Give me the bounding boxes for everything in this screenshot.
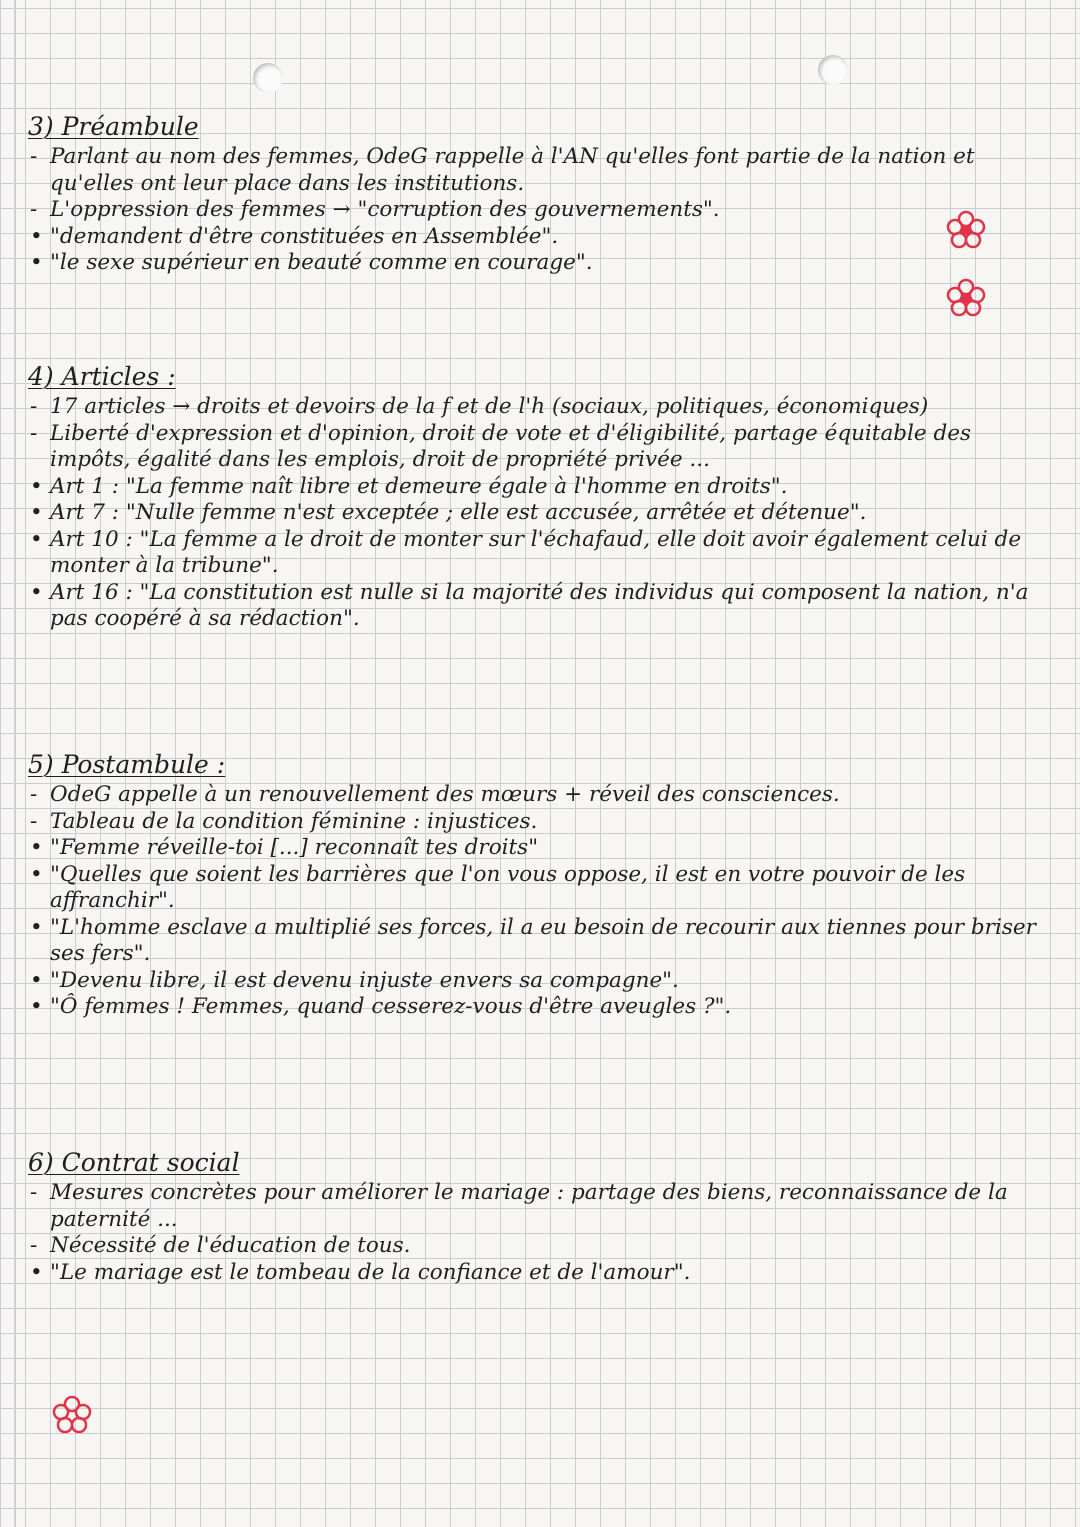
heading-postambule: 5) Postambule :	[28, 750, 226, 779]
flower-icon	[946, 278, 986, 318]
flower-icon	[946, 210, 986, 250]
heading-articles: 4) Articles :	[28, 362, 176, 391]
postambule-line: • "Devenu libre, il est devenu injuste envers sa compagne".	[28, 968, 1054, 995]
section-preambule	[28, 112, 1054, 277]
articles-line: - 17 articles → droits et devoirs de la f et de l'h (sociaux, politiques, économiques)	[28, 394, 1054, 421]
preambule-line: • "le sexe supérieur en beauté comme en courage".	[28, 250, 1054, 277]
postambule-line: • "L'homme esclave a multiplié ses forces, il a eu besoin de recourir aux tiennes pour briser ses fers".	[28, 915, 1054, 968]
articles-line: • Art 16 : "La constitution est nulle si la majorité des individus qui composent la nation, n'a pas coopéré à sa rédaction".	[28, 580, 1054, 633]
heading-contrat-social: 6) Contrat social	[28, 1148, 240, 1177]
heading-preambule: 3) Préambule	[28, 112, 199, 141]
postambule-line: • "Femme réveille-toi [...] reconnaît tes droits"	[28, 835, 1054, 862]
postambule-line: • "Quelles que soient les barrières que l'on vous oppose, il est en votre pouvoir de les affranchir".	[28, 862, 1054, 915]
section-postambule	[28, 750, 1054, 1021]
articles-line: • Art 1 : "La femme naît libre et demeure égale à l'homme en droits".	[28, 474, 1054, 501]
contrat-line: - Nécessité de l'éducation de tous.	[28, 1233, 1054, 1260]
articles-line: • Art 10 : "La femme a le droit de monter sur l'échafaud, elle doit avoir également celui de monter à la tribune".	[28, 527, 1054, 580]
margin-line	[14, 0, 16, 1527]
flower-icon	[52, 1395, 92, 1435]
articles-line: • Art 7 : "Nulle femme n'est exceptée ; elle est accusée, arrêtée et détenue".	[28, 500, 1054, 527]
preambule-line: • "demandent d'être constituées en Assemblée".	[28, 224, 1054, 251]
preambule-line: - Parlant au nom des femmes, OdeG rappelle à l'AN qu'elles font partie de la nation et qu'elles ont leur place dans les institutions.	[28, 144, 1054, 197]
contrat-line: • "Le mariage est le tombeau de la confiance et de l'amour".	[28, 1260, 1054, 1287]
punch-hole-right	[818, 55, 848, 85]
postambule-line: - Tableau de la condition féminine : injustices.	[28, 809, 1054, 836]
punch-hole-left	[253, 63, 283, 93]
postambule-line: - OdeG appelle à un renouvellement des mœurs + réveil des consciences.	[28, 782, 1054, 809]
preambule-line: - L'oppression des femmes → "corruption des gouvernements".	[28, 197, 1054, 224]
contrat-line: - Mesures concrètes pour améliorer le mariage : partage des biens, reconnaissance de la paternité ...	[28, 1180, 1054, 1233]
section-articles	[28, 362, 1054, 633]
postambule-line: • "Ô femmes ! Femmes, quand cesserez-vous d'être aveugles ?".	[28, 994, 1054, 1021]
articles-line: - Liberté d'expression et d'opinion, droit de vote et d'éligibilité, partage équitable des impôts, égalité dans les emplois, droit de propriété privée ...	[28, 421, 1054, 474]
section-contrat-social	[28, 1148, 1054, 1286]
